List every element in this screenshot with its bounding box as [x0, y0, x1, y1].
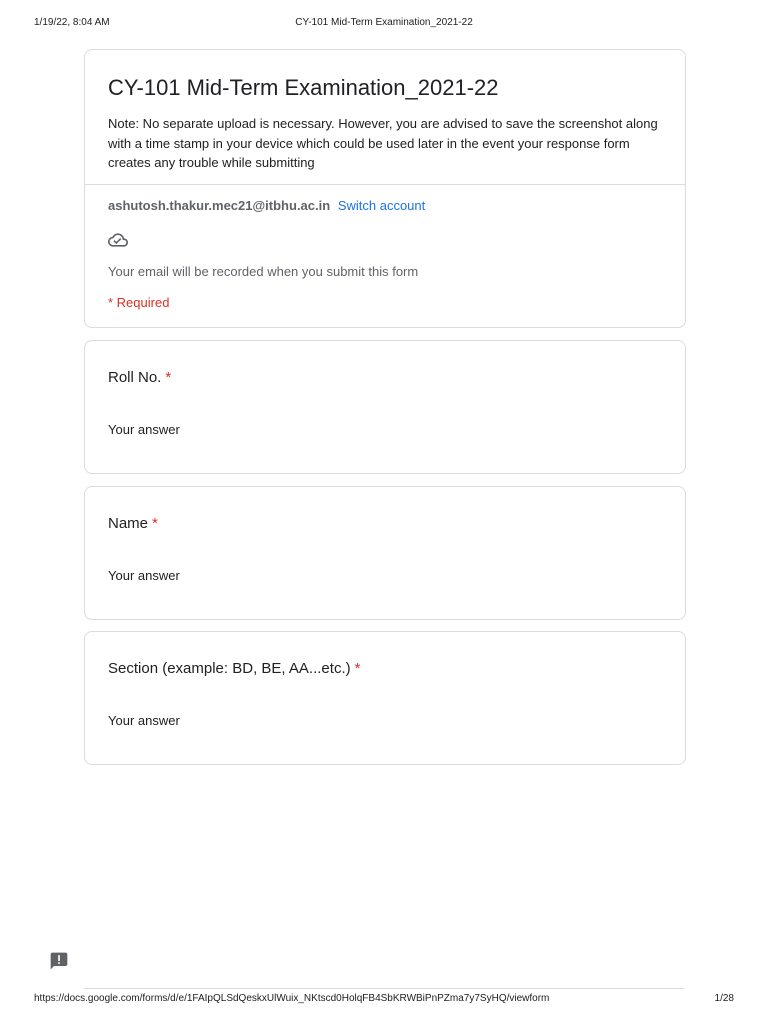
- required-note: * Required: [108, 295, 170, 310]
- page-number: 1/28: [714, 993, 734, 1004]
- print-title: CY-101 Mid-Term Examination_2021-22: [295, 17, 473, 28]
- question-label: [108, 514, 158, 534]
- account-line: [108, 197, 425, 215]
- question-card-roll-no: [84, 340, 686, 474]
- required-asterisk: *: [165, 369, 172, 386]
- roll-no-input[interactable]: [108, 419, 408, 439]
- report-problem-icon[interactable]: [49, 951, 69, 971]
- header-divider: [85, 184, 685, 185]
- question-label: [108, 368, 171, 388]
- account-email: ashutosh.thakur.mec21@itbhu.ac.in: [108, 198, 331, 213]
- print-footer: [34, 993, 734, 1009]
- required-asterisk: *: [354, 660, 361, 677]
- question-card-section: [84, 631, 686, 765]
- form-description: Note: No separate upload is necessary. However, you are advised to save the screenshot along with a time stamp in your device which could be used later in the event your response form creates any trouble while submitting: [108, 116, 658, 170]
- required-asterisk: *: [152, 515, 158, 532]
- form-title: CY-101 Mid-Term Examination_2021-22: [108, 75, 499, 100]
- switch-account-link[interactable]: Switch account: [337, 198, 426, 213]
- question-label-text: Roll No.: [108, 369, 162, 386]
- cloud-check-icon: [108, 230, 128, 250]
- form-header-card: [84, 49, 686, 328]
- question-card-name: [84, 486, 686, 620]
- print-header: [34, 17, 734, 33]
- email-record-notice: Your email will be recorded when you submit this form: [108, 264, 419, 279]
- print-date: 1/19/22, 8:04 AM: [34, 17, 110, 28]
- question-label: [108, 659, 360, 679]
- name-input[interactable]: [108, 565, 408, 585]
- footer-rule: [84, 988, 684, 989]
- question-label-text: Name: [108, 515, 149, 532]
- print-url: https://docs.google.com/forms/d/e/1FAIpQLSdQeskxUlWuix_NKtscd0HolqFB4SbKRWBiPnPZma7y7SyHQ/viewform: [34, 993, 550, 1004]
- section-input[interactable]: [108, 710, 408, 730]
- question-label-text: Section (example: BD, BE, AA...etc.): [108, 660, 351, 677]
